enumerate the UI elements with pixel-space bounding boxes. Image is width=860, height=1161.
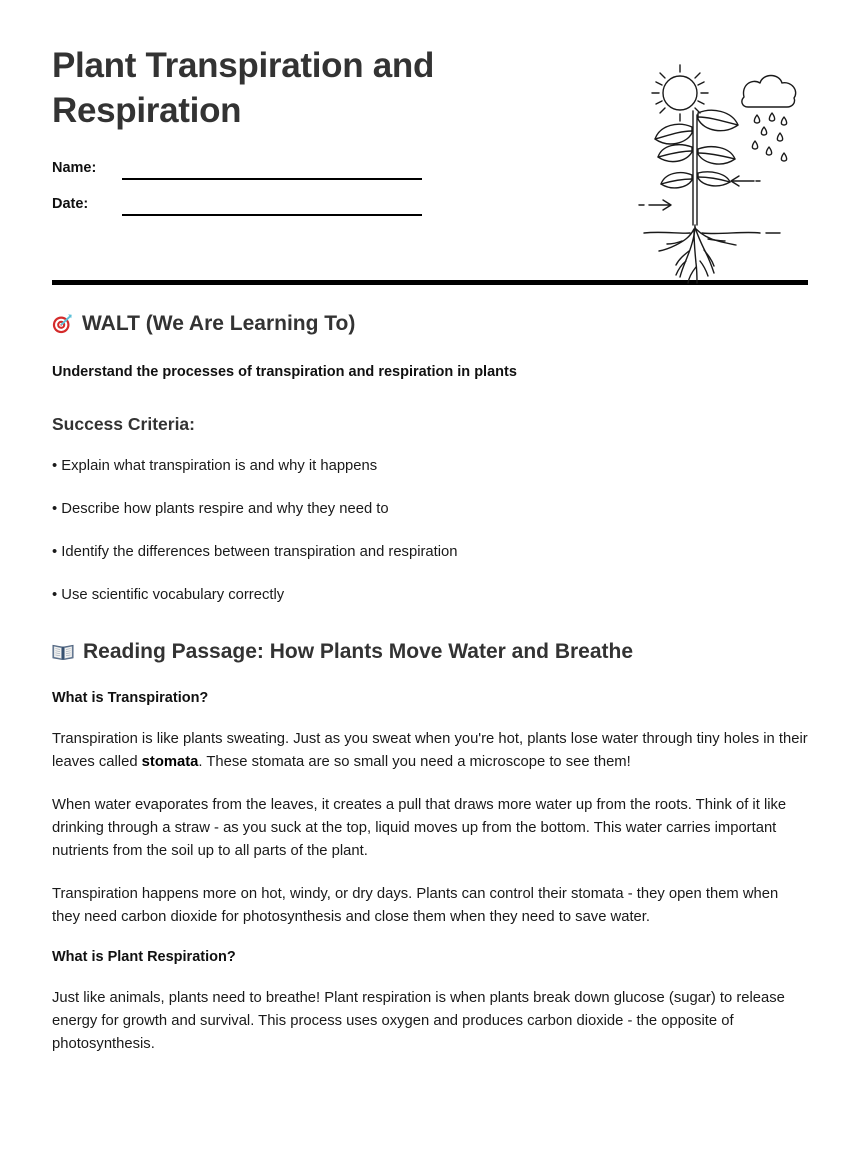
transpiration-arrow [731, 176, 764, 186]
rain-cloud-icon [742, 76, 796, 108]
header-left-column [52, 44, 572, 232]
walt-heading-label: WALT (We Are Learning To) [82, 311, 356, 335]
reading-passage-section [52, 640, 808, 1057]
criteria-item: • Describe how plants respire and why they need to [52, 501, 389, 518]
keyword-stomata: stomata [141, 754, 199, 771]
paragraph-transpiration-1 [52, 728, 808, 775]
raindrops-icon [752, 113, 786, 161]
reading-passage-heading-label: Reading Passage: How Plants Move Water and Breathe [83, 639, 634, 663]
walt-objective: Understand the processes of transpiration and respiration in plants [52, 363, 517, 380]
date-field-row [52, 196, 572, 212]
paragraph-text-pre: Transpiration is like plants sweating. Just as you sweat when you're hot, plants lose water through tiny holes in their leaves called [52, 730, 808, 771]
paragraph-text-post: . These stomata are so small you need a microscope to see them! [198, 754, 631, 771]
plant-water-cycle-diagram [632, 55, 812, 290]
walt-heading [52, 311, 808, 336]
name-field-label: Name: [52, 159, 97, 176]
name-field-row [52, 160, 572, 176]
target-icon [52, 313, 73, 334]
criteria-item: • Explain what transpiration is and why it happens [52, 458, 378, 475]
section-heading-transpiration: What is Transpiration? [52, 689, 209, 706]
criteria-item: • Use scientific vocabulary correctly [52, 586, 285, 603]
paragraph-transpiration-3: Transpiration happens more on hot, windy, or dry days. Plants can control their stomata - they open them when they need carbon dioxide for photosynthesis and close them when they need to save water. [52, 885, 779, 926]
criteria-item: • Identify the differences between transpiration and respiration [52, 544, 458, 561]
plant-stem [693, 111, 697, 225]
paragraph-transpiration-2: When water evaporates from the leaves, it creates a pull that draws more water up from the roots. Think of it like drinking through a straw - as you suck at the top, liquid moves up from the bottom. This water carries important nutrients from the soil up to all parts of the plant. [52, 796, 787, 860]
walt-section [52, 311, 808, 606]
water-uptake-arrow [639, 200, 671, 210]
date-input-line[interactable] [122, 214, 422, 216]
open-book-icon [52, 642, 74, 662]
name-input-line[interactable] [122, 178, 422, 180]
date-field-label: Date: [52, 195, 89, 212]
paragraph-respiration-1: Just like animals, plants need to breathe! Plant respiration is when plants break down glucose (sugar) to release energy for growth and survival. This process uses oxygen and produces carbon dioxide - the opposite of photosynthesis. [52, 989, 785, 1053]
success-criteria-heading: Success Criteria: [52, 414, 195, 435]
page-title: Plant Transpiration and Respiration [52, 46, 435, 130]
section-heading-respiration: What is Plant Respiration? [52, 948, 236, 965]
reading-passage-heading [52, 640, 808, 664]
soil-line [644, 232, 780, 233]
